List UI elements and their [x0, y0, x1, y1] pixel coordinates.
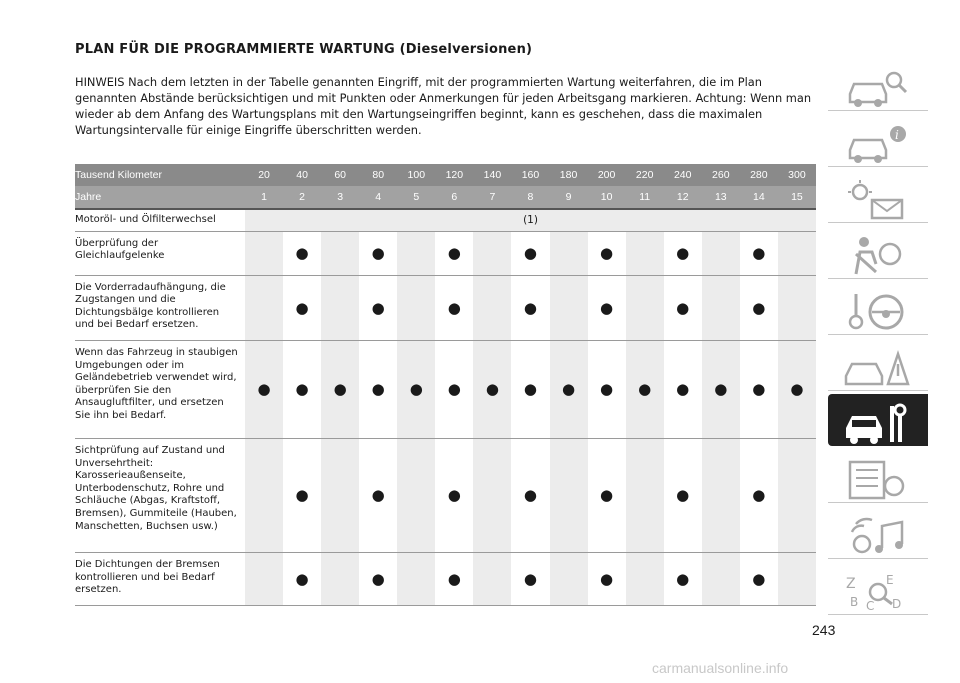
row-label: Motoröl- und Ölfilterwechsel — [75, 209, 245, 231]
empty-cell — [245, 275, 283, 340]
table-row — [75, 209, 816, 231]
maintenance-note: HINWEIS Nach dem letzten in der Tabelle genannten Eingriff, mit der programmierten Wartung weiterfahren, die im Plan genannten Abstände berücksichtigen und mit Punkten oder Anmerkungen für jeden Arbeitsgang markieren. Achtung: Wenn man wieder ab dem Anfang des Wartungsplans mit den Wartungseingriffen beginnt, kann es geschehen, dass die maximalen Wartungsintervalle für einige Eingriffe überschritten werden. — [75, 75, 812, 137]
empty-cell — [321, 275, 359, 340]
service-mark: ● — [740, 340, 778, 438]
service-mark: ● — [740, 438, 778, 552]
interval-note: (1) — [245, 209, 816, 231]
km-header-label: Tausend Kilometer — [75, 164, 245, 186]
service-mark: ● — [664, 275, 702, 340]
chapter-tab[interactable] — [828, 394, 928, 446]
empty-cell — [321, 231, 359, 275]
km-header-cell: 160 — [511, 164, 549, 186]
km-header-cell: 140 — [473, 164, 511, 186]
row-label: Wenn das Fahrzeug in staubigen Umgebungen oder im Geländebetrieb verwendet wird, überprüfen Sie den Ansaugluftfilter, und ersetzen Sie ihn bei Bedarf. — [75, 340, 245, 438]
km-header-cell: 80 — [359, 164, 397, 186]
km-header-cell: 260 — [702, 164, 740, 186]
service-mark: ● — [283, 275, 321, 340]
empty-cell — [702, 275, 740, 340]
empty-cell — [778, 438, 816, 552]
empty-cell — [778, 231, 816, 275]
years-header-cell: 9 — [550, 186, 588, 209]
chapter-tab[interactable] — [828, 450, 928, 503]
service-mark: ● — [626, 340, 664, 438]
service-mark: ● — [283, 552, 321, 605]
empty-cell — [473, 231, 511, 275]
chapter-tab[interactable] — [828, 226, 928, 279]
page-title: PLAN FÜR DIE PROGRAMMIERTE WARTUNG (Dieselversionen) — [75, 42, 533, 57]
service-mark: ● — [359, 231, 397, 275]
empty-cell — [702, 552, 740, 605]
table-row — [75, 438, 816, 552]
service-mark: ● — [511, 231, 549, 275]
years-header-cell: 8 — [511, 186, 549, 209]
svg-text:E: E — [886, 573, 894, 587]
empty-cell — [473, 552, 511, 605]
service-mark: ● — [435, 438, 473, 552]
service-mark: ● — [588, 275, 626, 340]
service-mark: ● — [397, 340, 435, 438]
empty-cell — [626, 231, 664, 275]
empty-cell — [626, 438, 664, 552]
service-mark: ● — [588, 340, 626, 438]
service-mark: ● — [588, 552, 626, 605]
service-mark: ● — [550, 340, 588, 438]
years-header-cell: 1 — [245, 186, 283, 209]
chapter-tab[interactable] — [828, 170, 928, 223]
empty-cell — [397, 552, 435, 605]
empty-cell — [245, 231, 283, 275]
service-mark: ● — [511, 552, 549, 605]
empty-cell — [397, 275, 435, 340]
empty-cell — [550, 275, 588, 340]
chapter-tab[interactable] — [828, 338, 928, 391]
service-mark: ● — [359, 340, 397, 438]
empty-cell — [702, 438, 740, 552]
service-mark: ● — [435, 231, 473, 275]
years-header-cell: 4 — [359, 186, 397, 209]
service-mark: ● — [664, 552, 702, 605]
empty-cell — [550, 438, 588, 552]
km-header-cell: 220 — [626, 164, 664, 186]
svg-text:B: B — [850, 595, 859, 609]
service-mark: ● — [359, 275, 397, 340]
maintenance-schedule-table — [75, 164, 816, 606]
empty-cell — [626, 275, 664, 340]
chapter-tab[interactable] — [828, 282, 928, 335]
row-label: Die Dichtungen der Bremsen kontrollieren und bei Bedarf ersetzen. — [75, 552, 245, 605]
svg-text:D: D — [892, 597, 902, 611]
empty-cell — [550, 552, 588, 605]
car-search-icon — [842, 66, 912, 110]
service-mark: ● — [435, 275, 473, 340]
chapter-tab[interactable] — [828, 58, 928, 111]
empty-cell — [778, 275, 816, 340]
years-header-cell: 3 — [321, 186, 359, 209]
service-mark: ● — [435, 340, 473, 438]
page-number: 243 — [812, 622, 836, 638]
empty-cell — [321, 552, 359, 605]
years-header-cell: 13 — [702, 186, 740, 209]
svg-text:C: C — [866, 599, 875, 613]
service-mark: ● — [664, 231, 702, 275]
years-header-cell: 5 — [397, 186, 435, 209]
empty-cell — [245, 552, 283, 605]
service-mark: ● — [283, 438, 321, 552]
empty-cell — [397, 231, 435, 275]
table-row — [75, 340, 816, 438]
service-mark: ● — [778, 340, 816, 438]
service-mark: ● — [473, 340, 511, 438]
chapter-tab[interactable] — [828, 114, 928, 167]
service-mark: ● — [740, 231, 778, 275]
empty-cell — [397, 438, 435, 552]
table-row — [75, 552, 816, 605]
service-mark: ● — [283, 231, 321, 275]
empty-cell — [702, 231, 740, 275]
seatbelt-airbag-icon — [842, 234, 912, 278]
years-header-cell: 14 — [740, 186, 778, 209]
km-header-cell: 100 — [397, 164, 435, 186]
km-header-cell: 240 — [664, 164, 702, 186]
service-mark: ● — [664, 438, 702, 552]
years-header-cell: 15 — [778, 186, 816, 209]
service-mark: ● — [702, 340, 740, 438]
empty-cell — [626, 552, 664, 605]
warning-light-message-icon — [842, 178, 912, 222]
service-mark: ● — [740, 275, 778, 340]
years-header-row — [75, 186, 816, 209]
km-header-cell: 200 — [588, 164, 626, 186]
service-mark: ● — [359, 438, 397, 552]
years-header-label: Jahre — [75, 186, 245, 209]
empty-cell — [245, 438, 283, 552]
km-header-cell: 180 — [550, 164, 588, 186]
service-mark: ● — [511, 438, 549, 552]
years-header-cell: 6 — [435, 186, 473, 209]
km-header-cell: 60 — [321, 164, 359, 186]
row-label: Die Vorderradaufhängung, die Zugstangen und die Dichtungsbälge kontrollieren und bei Bedarf ersetzen. — [75, 275, 245, 340]
service-mark: ● — [435, 552, 473, 605]
years-header-cell: 11 — [626, 186, 664, 209]
chapter-tab[interactable] — [828, 562, 928, 615]
km-header-cell: 20 — [245, 164, 283, 186]
service-mark: ● — [283, 340, 321, 438]
service-mark: ● — [664, 340, 702, 438]
km-header-cell: 300 — [778, 164, 816, 186]
service-mark: ● — [511, 340, 549, 438]
chapter-tab[interactable] — [828, 506, 928, 559]
table-row — [75, 275, 816, 340]
car-wrench-icon — [842, 402, 912, 446]
key-steering-wheel-icon — [842, 290, 912, 334]
service-mark: ● — [321, 340, 359, 438]
empty-cell — [321, 438, 359, 552]
svg-text:Z: Z — [846, 576, 856, 592]
multimedia-icon — [842, 514, 912, 558]
alphabetical-index-icon — [842, 570, 912, 614]
table-row — [75, 231, 816, 275]
years-header-cell: 7 — [473, 186, 511, 209]
years-header-cell: 12 — [664, 186, 702, 209]
empty-cell — [473, 275, 511, 340]
car-breakdown-warning-icon — [842, 346, 912, 390]
watermark: carmanualsonline.info — [652, 660, 789, 676]
service-mark: ● — [588, 231, 626, 275]
empty-cell — [778, 552, 816, 605]
km-header-cell: 40 — [283, 164, 321, 186]
years-header-cell: 10 — [588, 186, 626, 209]
technical-data-icon — [842, 458, 912, 502]
service-mark: ● — [245, 340, 283, 438]
car-info-icon — [842, 122, 912, 166]
empty-cell — [550, 231, 588, 275]
service-mark: ● — [359, 552, 397, 605]
service-mark: ● — [588, 438, 626, 552]
years-header-cell: 2 — [283, 186, 321, 209]
empty-cell — [473, 438, 511, 552]
row-label: Sichtprüfung auf Zustand und Unversehrtheit: Karosserieaußenseite, Unterbodenschutz, Rohre und Schläuche (Abgas, Kraftstoff, Bremsen), Gummiteile (Hauben, Manschetten, Buchsen usw.) — [75, 438, 245, 552]
service-mark: ● — [511, 275, 549, 340]
row-label: Überprüfung der Gleichlaufgelenke — [75, 231, 245, 275]
km-header-cell: 120 — [435, 164, 473, 186]
svg-text:i: i — [895, 128, 899, 142]
service-mark: ● — [740, 552, 778, 605]
km-header-row — [75, 164, 816, 186]
km-header-cell: 280 — [740, 164, 778, 186]
